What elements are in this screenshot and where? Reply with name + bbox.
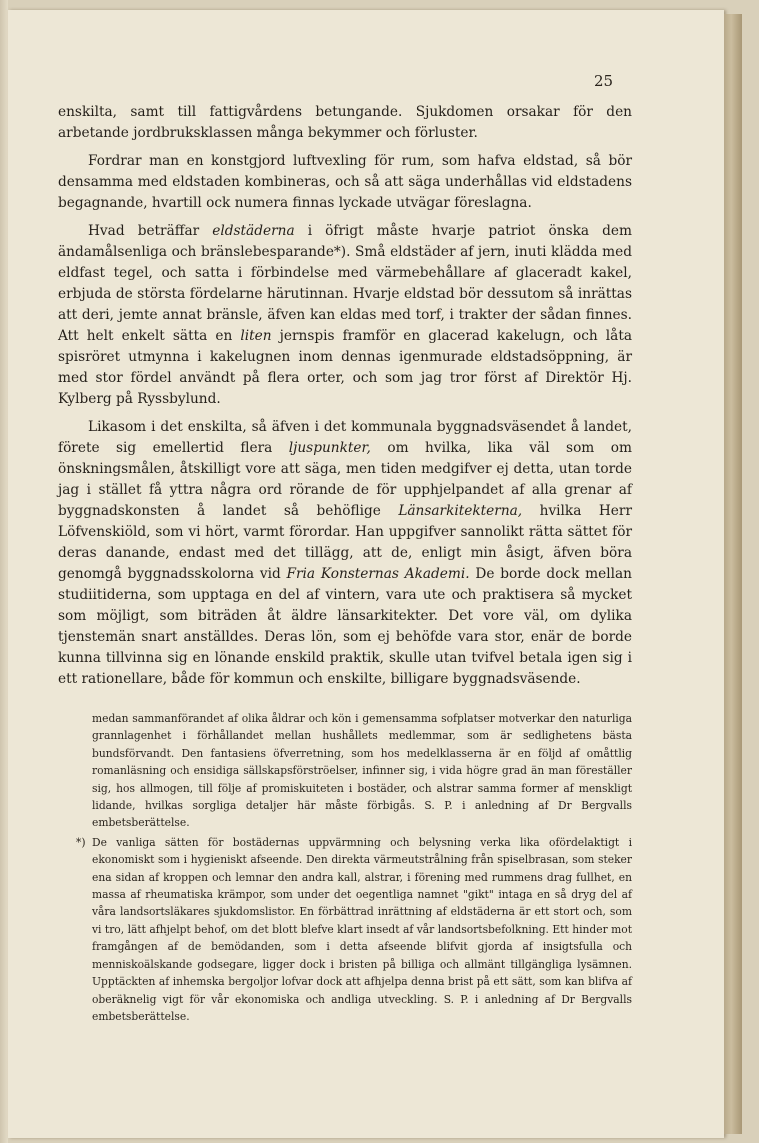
- text-run: hvilka Herr Löfvenskiöld, som vi hört, varmt förordar. Han uppgifver sannolikt rätta sättet för deras danande, endast med det tillägg, att de, enligt min åsigt, äfven böra genomgå byggnadsskolorna vid: [58, 503, 632, 582]
- footnote-marker: *): [76, 835, 86, 849]
- italic-term: Fria Konsternas Akademi.: [286, 566, 470, 582]
- text-run: De borde dock mellan studiitiderna, som upptaga en del af vintern, vara ute och praktisera så mycket som möjligt, som biträden åt äldre länsarkitekter. Det vore väl, om dylika tjenstemän snart anställdes. Deras lön, som ej behöfde vara stor, enär de borde kunna tillvinna sig en lönande enskild praktik, skulle utan tvifvel betala igen sig i ett rationellare, både för kommun och enskilte, billigare byggnadsväsende.: [58, 566, 632, 687]
- page-right-edge: [724, 14, 742, 1134]
- page-number: 25: [594, 72, 614, 90]
- text-run: Likasom i det enskilta, så äfven i det kommunala byggnadsväsendet å landet, förete sig emellertid flera: [58, 419, 632, 456]
- footnote-text: De vanliga sätten för bostädernas uppvärmning och belysning verka lika ofördelaktigt i ekonomiskt som i hygieniskt afseende. Den direkta värmeutstrålning från spiselbrasan, som steker ena sidan af kroppen och lemnar den andra kall, alstrar, i förening med rummens drag fullhet, en massa af rheumatiska krämpor, som under det oegentliga namnet "gikt" intaga en så dryg del af våra landsortsläkares sjukdomslistor. En förbättrad inrättning af eldstäderna är ett stort och, som vi tro, lätt afhjelpt behof, om det blott blefve klart insedt af vår landsortsbefolkning. Ett hinder mot framgången af de bemödanden, som i detta afseende blifvit gjorda af insigtsfulla och menniskoälskande godsegare, ligger dock i bristen på billiga och allmänt tillgängliga lysämnen. Upptäckten af inhemska bergoljor lofvar dock att afhjelpa denna brist på ett sätt, som kan blifva af oberäknelig vigt för vår ekonomiska och andliga utveckling. S. P. i anledning af Dr Bergvalls embetsberättelse.: [92, 835, 632, 1023]
- text-run: Fordrar man en konstgjord luftvexling för rum, som hafva eldstad, så bör densamma med eldstaden kombineras, och så att säga underhållas vid eldstadens begagnande, hvartill ock numera finnas lyckade utvägar föreslagna.: [58, 153, 632, 211]
- text-run: jernspis framför en glacerad kakelugn, och låta spisröret utmynna i kakelugnen inom dennas igenmurade eldstadsöppning, är med stor fördel användt på flera orter, och som jag tror först af Direktör Hj. Kylberg på Ryssbylund.: [58, 328, 632, 407]
- paragraph-4: [58, 417, 632, 690]
- text-run: Hvad beträffar: [88, 223, 213, 239]
- italic-term: liten: [240, 328, 272, 344]
- text-run: enskilta, samt till fattigvårdens betungande. Sjukdomen orsakar för den arbetande jordbruksklassen många bekymmer och förluster.: [58, 104, 632, 141]
- paragraph-1: [58, 102, 632, 144]
- paragraph-2: [58, 151, 632, 214]
- footnote-1: [92, 710, 632, 832]
- text-run: i öfrigt måste hvarje patriot önska dem ändamålsenliga och bränslebesparande*). Små eldstäder af jern, inuti klädda med eldfast tegel, och satta i förbindelse med värmebehållare af glaceradt kakel, erbjuda de största fördelarne härutinnan. Hvarje eldstad bör dessutom så inrättas att deri, jemte annat bränsle, äfven kan eldas med torf, i trakter der sådan finnes. Att helt enkelt sätta en: [58, 223, 632, 344]
- footnote-text: medan sammanförandet af olika åldrar och kön i gemensamma sofplatser motverkar den naturliga grannlagenhet i förhållandet mellan hushållets medlemmar, som är sedlighetens bästa bundsförvandt. Den fantasiens öfverretning, som hos medelklasserna är en följd af omåttlig romanläsning och ensidiga sällskapsförströelser, infinner sig, i vida högre grad än man föreställer sig, hos allmogen, till följe af promiskuiteten i bostäder, och alstrar samma former af menskligt lidande, hvilkas sorgliga detaljer här måste förbigås. S. P. i anledning af Dr Bergvalls embetsberättelse.: [92, 712, 632, 830]
- paragraph-3: [58, 221, 632, 410]
- body-text: [58, 102, 632, 697]
- text-run: om hvilka, lika väl som om önskningsmålen, åtskilligt vore att säga, men tiden medgifver ej detta, utan torde jag i stället få yttra några ord rörande de för upphjelpandet af alla grenar af byggnadskonsten å landet så behöflige: [58, 440, 632, 519]
- italic-term: eldstäderna: [212, 223, 295, 239]
- italic-term: Länsarkitekterna,: [398, 503, 523, 519]
- footnote-2: [76, 834, 632, 1025]
- footnotes: [76, 710, 632, 1027]
- page-left-edge: [0, 0, 8, 1143]
- italic-term: ljuspunkter,: [288, 440, 371, 456]
